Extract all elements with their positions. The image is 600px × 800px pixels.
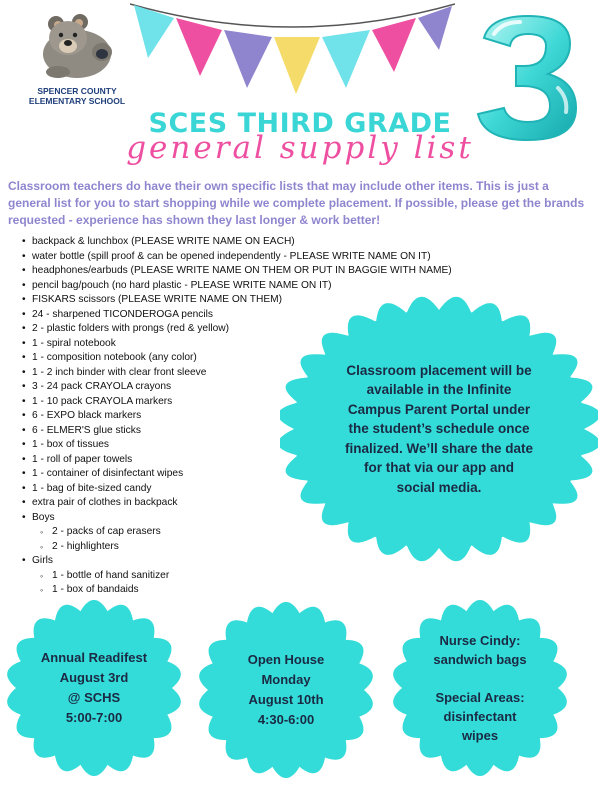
placement-line: Campus Parent Portal under (347, 401, 531, 417)
open-house-line: Monday (261, 672, 311, 687)
list-item: • 24 - sharpened TICONDEROGA pencils (22, 308, 492, 323)
list-subitem: ◦ 2 - highlighters (22, 540, 492, 555)
intro-paragraph: Classroom teachers do have their own specific lists that may include other items. This is just a general list for you to start shopping while we complete placement. If possible, please get the brands requested - experience has shown they last longer & work better! (8, 179, 585, 227)
nurse-supplies-badge (392, 600, 568, 776)
list-item: • 1 - bag of bite-sized candy (22, 482, 492, 497)
list-item: • 1 - spiral notebook (22, 337, 492, 352)
list-item: • extra pair of clothes in backpack (22, 496, 492, 511)
list-subitem: ◦ 2 - packs of cap erasers (22, 525, 492, 540)
list-item: • 1 - composition notebook (any color) (22, 351, 492, 366)
placement-line: available in the Infinite (366, 382, 512, 398)
placement-line: Classroom placement will be (346, 362, 532, 378)
list-item: • headphones/earbuds (PLEASE WRITE NAME ON THEM OR PUT IN BAGGIE WITH NAME) (22, 264, 492, 279)
bear-icon (36, 10, 118, 82)
nurse-line: Nurse Cindy: (439, 633, 521, 648)
placement-line: the student’s schedule once (348, 421, 530, 437)
open-house-line: Open House (247, 652, 325, 667)
list-subitem: ◦ 1 - box of bandaids (22, 583, 492, 598)
school-name (22, 86, 132, 106)
nurse-supplies-text (392, 600, 568, 776)
open-house-line: 4:30-6:00 (257, 712, 315, 727)
school-name-line1: SPENCER COUNTY (37, 86, 117, 96)
nurse-line: Special Areas: (435, 690, 525, 705)
list-item: • 3 - 24 pack CRAYOLA crayons (22, 380, 492, 395)
placement-line: social media. (396, 479, 482, 495)
list-item: • 1 - container of disinfectant wipes (22, 467, 492, 482)
placement-info-badge (280, 296, 598, 562)
list-item: • 1 - roll of paper towels (22, 453, 492, 468)
page-subtitle: general supply list (126, 130, 474, 166)
list-item: • water bottle (spill proof & can be opened independently - PLEASE WRITE NAME ON IT) (22, 250, 492, 265)
open-house-badge (198, 602, 374, 778)
nurse-line: sandwich bags (433, 652, 527, 667)
list-item: • backpack & lunchbox (PLEASE WRITE NAME ON EACH) (22, 235, 492, 250)
list-item: • FISKARS scissors (PLEASE WRITE NAME ON THEM) (22, 293, 492, 308)
list-item: • 1 - box of tissues (22, 438, 492, 453)
list-item: • 1 - 2 inch binder with clear front sleeve (22, 366, 492, 381)
list-item: • 6 - ELMER'S glue sticks (22, 424, 492, 439)
placement-info-text (280, 296, 598, 562)
list-item: • 6 - EXPO black markers (22, 409, 492, 424)
readifest-line: Annual Readifest (40, 650, 148, 665)
pennant-bunting (130, 0, 455, 96)
page-title: SCES THIRD GRADE (148, 108, 452, 139)
placement-line: finalized. We’ll share the date (344, 440, 534, 456)
readifest-line: August 3rd (59, 670, 129, 685)
readifest-badge (6, 600, 182, 776)
list-item-boys-heading: • Boys (22, 511, 492, 526)
open-house-text (198, 602, 374, 778)
school-logo (22, 10, 132, 110)
open-house-line: August 10th (248, 692, 324, 707)
placement-line: for that via our app and (363, 460, 514, 476)
readifest-line: @ SCHS (67, 690, 121, 705)
list-subitem: ◦ 1 - bottle of hand sanitizer (22, 569, 492, 584)
list-item: • pencil bag/pouch (no hard plastic - PLEASE WRITE NAME ON IT) (22, 279, 492, 294)
school-name-line2: ELEMENTARY SCHOOL (28, 96, 126, 106)
readifest-text (6, 600, 182, 776)
readifest-line: 5:00-7:00 (65, 710, 123, 725)
nurse-line: wipes (461, 728, 499, 743)
list-item-girls-heading: • Girls (22, 554, 492, 569)
list-item: • 1 - 10 pack CRAYOLA markers (22, 395, 492, 410)
nurse-line: disinfectant (443, 709, 517, 724)
list-item: • 2 - plastic folders with prongs (red & yellow) (22, 322, 492, 337)
